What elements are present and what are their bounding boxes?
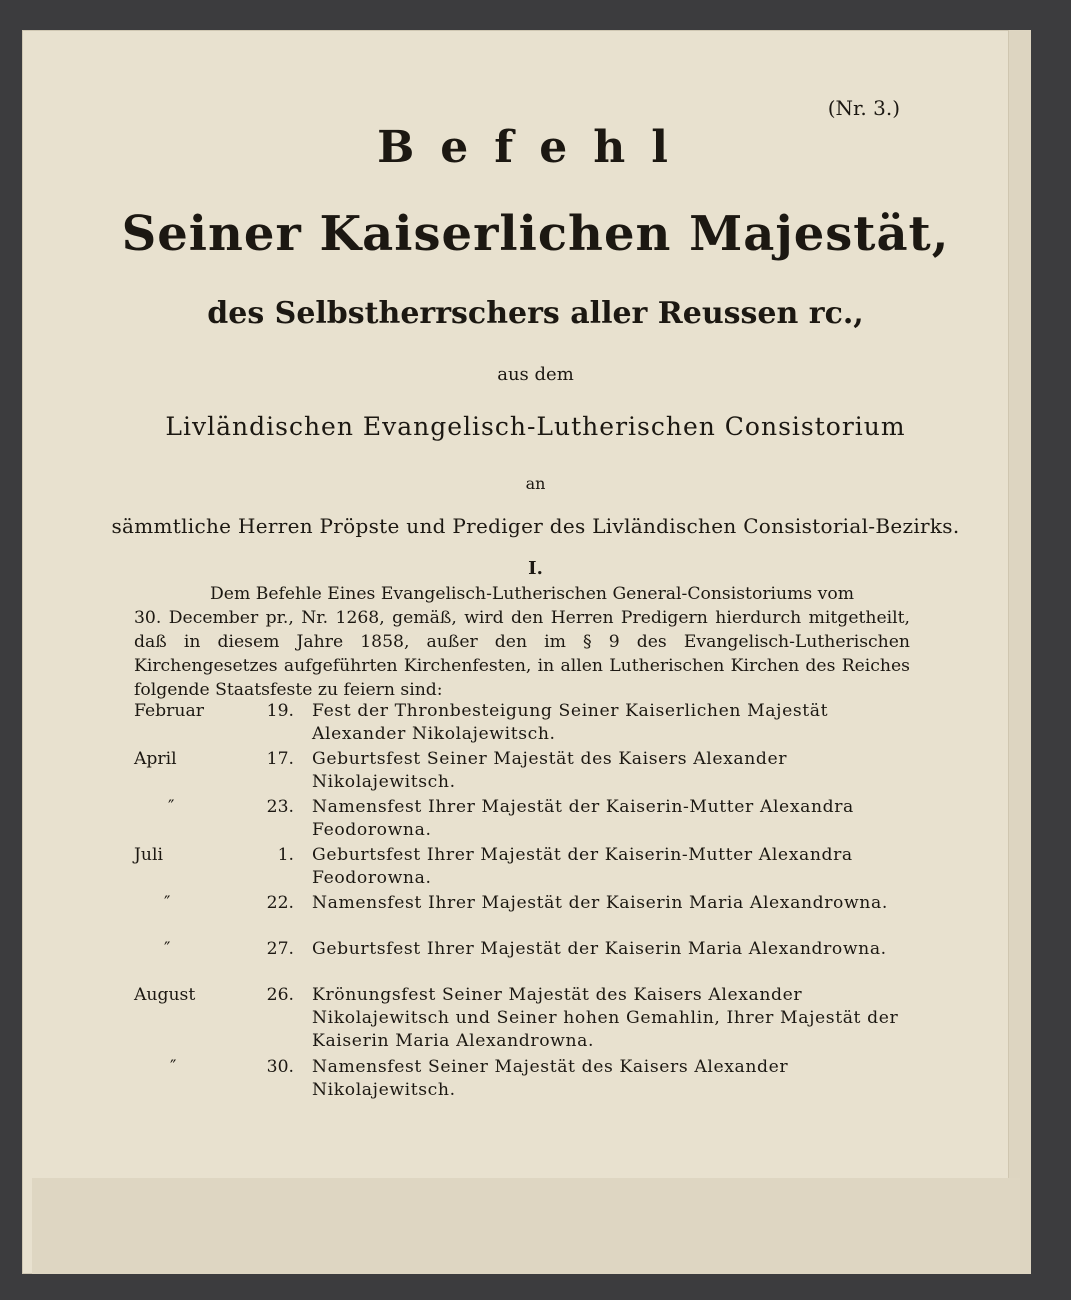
feast-month: Juli	[134, 845, 163, 865]
feast-description: Fest der Thronbesteigung Seiner Kaiserlichen Majestät Alexander Nikolajewitsch.	[312, 701, 829, 744]
document-number: (Nr. 3.)	[827, 96, 900, 120]
feast-month: Februar	[134, 701, 204, 721]
feast-day: 1.	[277, 845, 294, 865]
feast-month: August	[134, 985, 196, 1005]
feast-day: 30.	[266, 1057, 294, 1077]
feast-day: 19.	[266, 701, 294, 721]
feast-month: ″	[164, 893, 171, 913]
feast-day: 23.	[266, 797, 294, 817]
document-subtitle: Seiner Kaiserlichen Majestät,	[121, 206, 950, 262]
feast-description: Krönungsfest Seiner Majestät des Kaisers Alexander Nikolajewitsch und Seiner hohen Gemahlin, Ihrer Majestät der Kaiserin Maria Alexandrowna.	[312, 985, 899, 1051]
feast-description: Geburtsfest Ihrer Majestät der Kaiserin-Mutter Alexandra Feodorowna.	[312, 845, 853, 888]
intro-rest: 30. December pr., Nr. 1268, gemäß, wird den Herren Predigern hierdurch mitgetheilt, daß in diesem Jahre 1858, außer den im § 9 des Evangelisch-Lutherischen Kirchengesetzes aufgeführten Kirchenfesten, in allen Lutherischen Kirchen des Reiches folgende Staatsfeste zu feiern sind:	[134, 608, 910, 700]
feast-day: 26.	[266, 985, 294, 1005]
intro-paragraph	[134, 582, 910, 702]
section-number: I.	[528, 558, 543, 579]
feast-description: Geburtsfest Ihrer Majestät der Kaiserin Maria Alexandrowna.	[312, 939, 887, 959]
feast-description: Namensfest Ihrer Majestät der Kaiserin-Mutter Alexandra Feodorowna.	[312, 797, 854, 840]
heading-line-6: an	[525, 474, 546, 493]
feast-month: ″	[170, 1057, 177, 1077]
heading-line-3: des Selbstherrschers aller Reussen rc.,	[207, 296, 864, 331]
feast-day: 22.	[266, 893, 294, 913]
heading-line-5: Livländischen Evangelisch-Lutherischen Consistorium	[165, 412, 906, 441]
feast-description: Namensfest Ihrer Majestät der Kaiserin Maria Alexandrowna.	[312, 893, 888, 913]
feast-month: April	[134, 749, 177, 769]
feast-description: Geburtsfest Seiner Majestät des Kaisers Alexander Nikolajewitsch.	[312, 749, 788, 792]
feast-day: 17.	[266, 749, 294, 769]
document-title: Befehl	[377, 122, 694, 173]
feast-description: Namensfest Seiner Majestät des Kaisers Alexander Nikolajewitsch.	[312, 1057, 789, 1100]
feast-day: 27.	[266, 939, 294, 959]
heading-line-7: sämmtliche Herren Pröpste und Prediger des Livländischen Consistorial-Bezirks.	[111, 514, 960, 538]
intro-first-line: Dem Befehle Eines Evangelisch-Lutherischen General-Consistoriums vom	[210, 584, 855, 604]
feast-month: ″	[164, 939, 171, 959]
feast-month: ″	[168, 797, 175, 817]
heading-line-4: aus dem	[497, 364, 574, 385]
